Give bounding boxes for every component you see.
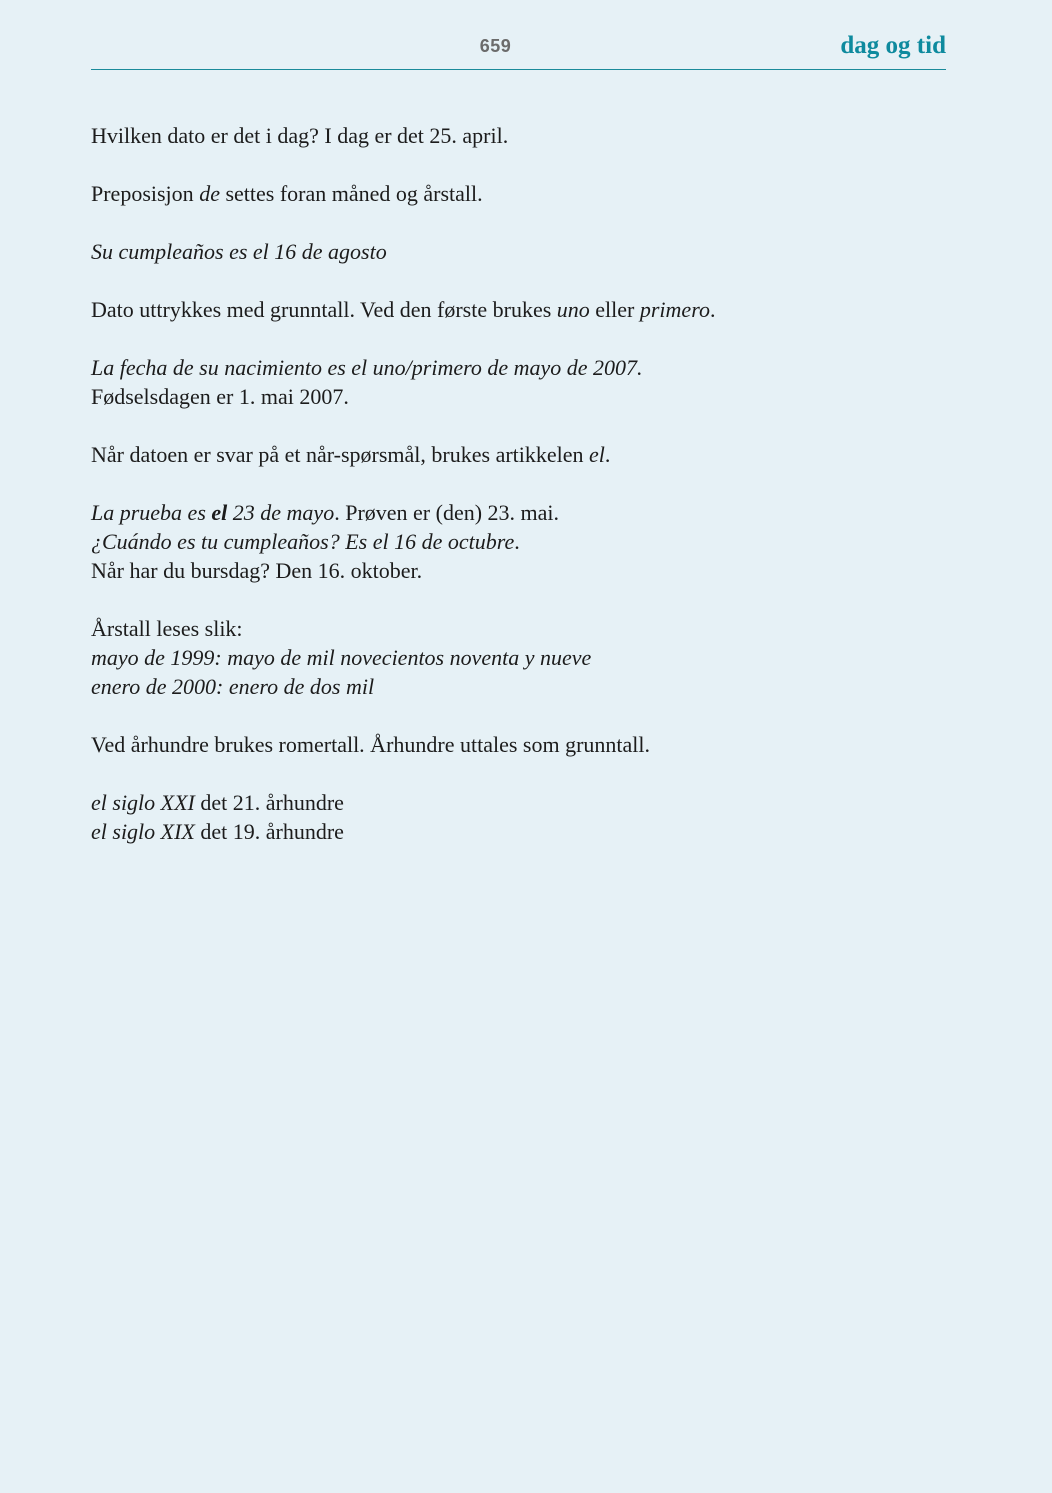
- paragraph-preposition: [91, 179, 951, 208]
- text-line: [91, 295, 951, 324]
- text-line: [91, 527, 951, 556]
- text-run: .: [709, 297, 716, 322]
- italic-term: el: [589, 442, 605, 467]
- italic-term: La prueba es: [91, 500, 212, 525]
- example-birthday: [91, 237, 951, 266]
- text-run: Når datoen er svar på et når-spørsmål, brukes artikkelen: [91, 442, 590, 467]
- text-run: det 19. århundre: [194, 819, 344, 844]
- italic-term: el siglo XIX: [91, 819, 195, 844]
- paragraph-article: [91, 440, 951, 469]
- italic-term: 23 de mayo: [227, 500, 335, 525]
- page-content: [91, 121, 951, 875]
- text-line: Årstall leses slik:: [91, 616, 243, 641]
- page-number: 659: [479, 36, 512, 56]
- italic-term: el siglo XXI: [91, 790, 195, 815]
- paragraph-date-question: [91, 121, 951, 150]
- text-line: Hvilken dato er det i dag? I dag er det 25. april.: [91, 123, 509, 148]
- example-norwegian: Fødselsdagen er 1. mai 2007.: [91, 384, 349, 409]
- text-line: [91, 498, 951, 527]
- text-run: det 21. århundre: [194, 790, 344, 815]
- text-run: Preposisjon: [91, 181, 200, 206]
- text-run: .: [604, 442, 611, 467]
- text-run: .: [514, 529, 520, 554]
- text-run: Dato uttrykkes med grunntall. Ved den første brukes: [91, 297, 557, 322]
- text-line: Ved århundre brukes romertall. Århundre uttales som grunntall.: [91, 732, 651, 757]
- example-spanish: enero de 2000: enero de dos mil: [91, 674, 375, 699]
- italic-term: primero: [639, 297, 710, 322]
- example-norwegian: Når har du bursdag? Den 16. oktober.: [91, 558, 423, 583]
- italic-term: de: [199, 181, 220, 206]
- bold-term: el: [211, 500, 228, 525]
- section-title: dag og tid: [840, 32, 946, 59]
- example-years: [91, 614, 951, 701]
- text-run: settes foran måned og årstall.: [219, 181, 483, 206]
- text-line: [91, 788, 951, 817]
- text-run: . Prøven er (den) 23. mai.: [334, 500, 560, 525]
- text-line: [91, 817, 951, 846]
- example-spanish: La fecha de su nacimiento es el uno/primero de mayo de 2007.: [91, 355, 643, 380]
- example-article: [91, 498, 951, 585]
- example-spanish: Su cumpleaños es el 16 de agosto: [91, 239, 387, 264]
- page-header: [91, 0, 946, 70]
- example-birthdate: [91, 353, 951, 411]
- paragraph-centuries: [91, 730, 951, 759]
- paragraph-cardinal: [91, 295, 951, 324]
- example-centuries: [91, 788, 951, 846]
- italic-term: uno: [556, 297, 590, 322]
- text-line: [91, 179, 951, 208]
- text-run: eller: [589, 297, 640, 322]
- example-spanish: mayo de 1999: mayo de mil novecientos noventa y nueve: [91, 645, 592, 670]
- text-line: [91, 440, 951, 469]
- italic-term: ¿Cuándo es tu cumpleaños? Es el 16 de octubre: [91, 529, 515, 554]
